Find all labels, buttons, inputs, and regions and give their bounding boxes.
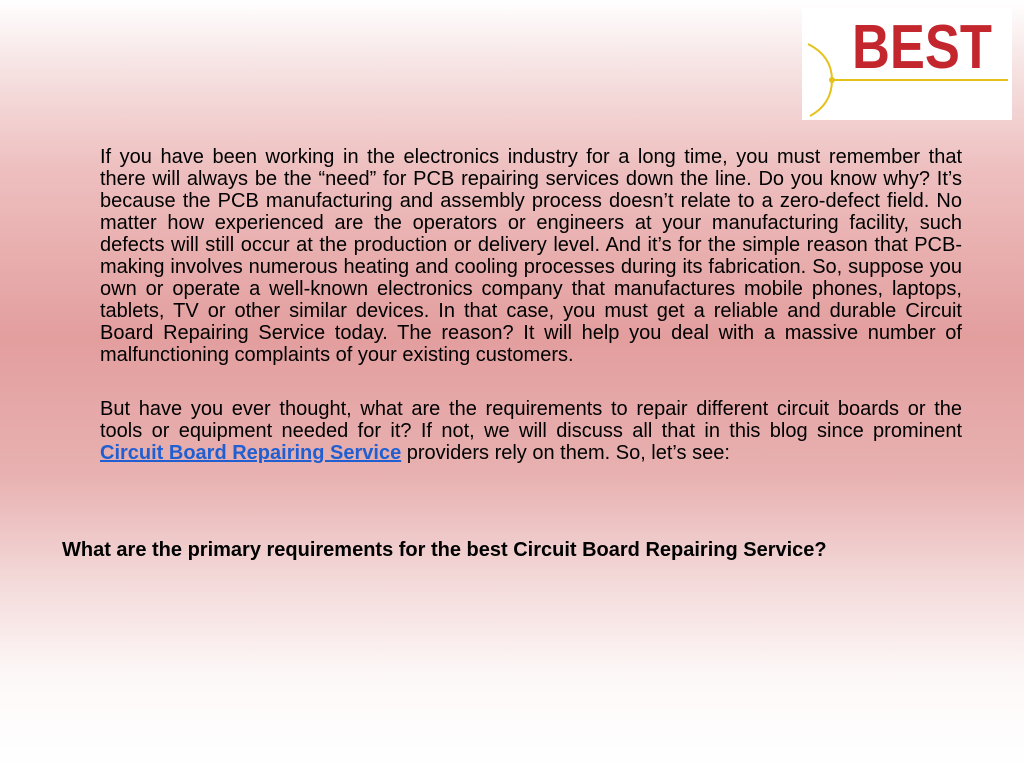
article-body (100, 146, 962, 464)
paragraph-text-after-link: providers rely on them. So, let’s see: (401, 442, 730, 464)
logo-arc (808, 44, 832, 116)
paragraph-text-before-link: But have you ever thought, what are the requirements to repair different circuit boards or the tools or equipment needed for it? If not, we will discuss all that in this blog since prominent (100, 398, 962, 442)
requirements-paragraph (100, 398, 962, 464)
best-logo-mark (802, 8, 1012, 120)
intro-paragraph: If you have been working in the electronics industry for a long time, you must remember that there will always be the “need” for PCB repairing services down the line. Do you know why? It’s because the PCB manufacturing and assembly process doesn’t relate to a zero-defect field. No matter how experienced are the operators or engineers at your manufacturing facility, such defects will still occur at the production or delivery level. And it’s for the simple reason that PCB-making involves numerous heating and cooling processes during its fabrication. So, suppose you own or operate a well-known electronics company that manufactures mobile phones, laptops, tablets, TV or other similar devices. In that case, you must get a reliable and durable Circuit Board Repairing Service today. The reason? It will help you deal with a massive number of malfunctioning complaints of your existing customers. (100, 146, 962, 366)
logo-text: BEST (852, 13, 993, 82)
best-logo (802, 8, 1012, 120)
section-heading: What are the primary requirements for the best Circuit Board Repairing Service? (62, 539, 827, 561)
logo-dot (829, 77, 835, 83)
circuit-board-repairing-service-link[interactable]: Circuit Board Repairing Service (100, 442, 402, 464)
